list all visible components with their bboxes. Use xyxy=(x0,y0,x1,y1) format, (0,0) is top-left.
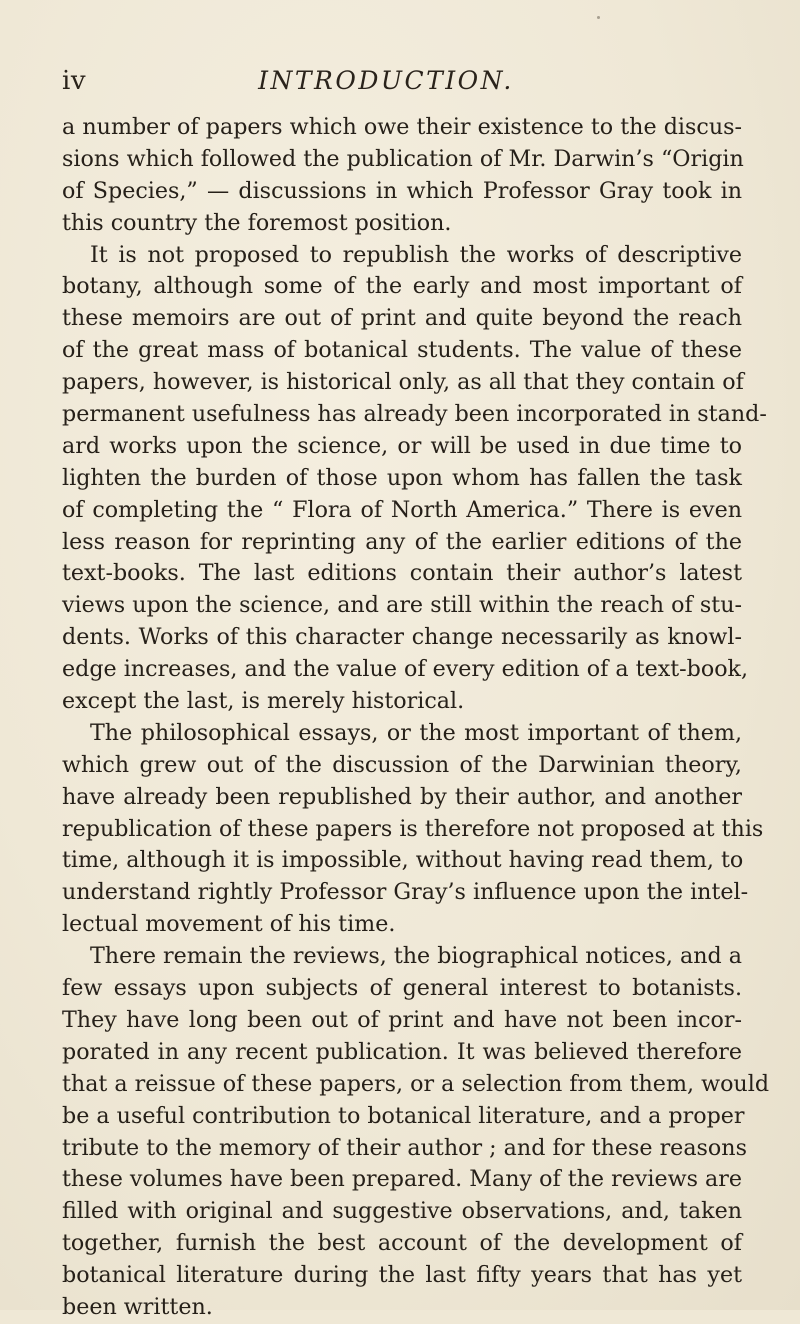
page-number: iv xyxy=(62,66,87,96)
text-line: been written. xyxy=(62,1293,213,1320)
text-line: less reason for reprinting any of the earlier editions of the xyxy=(62,528,742,555)
text-line: this country the foremost position. xyxy=(62,209,452,236)
text-line: botany, although some of the early and most important of xyxy=(62,273,742,300)
text-line: There remain the reviews, the biographical notices, and a xyxy=(90,943,743,970)
text-line: these volumes have been prepared. Many of the reviews are xyxy=(62,1166,742,1193)
text-line: views upon the science, and are still within the reach of stu- xyxy=(62,592,742,619)
text-line: permanent usefulness has already been incorporated in stand- xyxy=(62,401,767,428)
text-line: edge increases, and the value of every edition of a text-book, xyxy=(62,656,749,683)
body-text xyxy=(62,112,770,1324)
text-line: understand rightly Professor Gray’s influence upon the intel- xyxy=(62,879,749,906)
text-line: dents. Works of this character change necessarily as knowl- xyxy=(62,624,742,651)
text-line: which grew out of the discussion of the Darwinian theory, xyxy=(62,751,742,778)
text-line: of Species,” — discussions in which Professor Gray took in xyxy=(62,177,742,204)
text-line: papers, however, is historical only, as all that they contain of xyxy=(62,369,744,396)
text-line: They have long been out of print and have not been incor- xyxy=(62,1006,742,1033)
text-line: few essays upon subjects of general interest to botanists. xyxy=(62,975,742,1002)
text-line: porated in any recent publication. It was believed therefore xyxy=(62,1038,742,1065)
text-line: The philosophical essays, or the most important of them, xyxy=(90,719,742,746)
text-line: be a useful contribution to botanical literature, and a proper xyxy=(62,1102,745,1129)
text-line: together, furnish the best account of the development of xyxy=(62,1230,742,1257)
text-line: tribute to the memory of their author ; and for these reasons xyxy=(62,1134,747,1161)
text-line: text-books. The last editions contain their author’s latest xyxy=(62,560,742,587)
text-line: that a reissue of these papers, or a selection from them, would xyxy=(62,1070,770,1097)
text-line: lectual movement of his time. xyxy=(62,911,396,938)
text-line: have already been republished by their author, and another xyxy=(62,783,742,810)
text-line: of the great mass of botanical students. The value of these xyxy=(62,337,742,364)
text-line: of completing the “ Flora of North America.” There is even xyxy=(62,496,742,523)
text-line: sions which followed the publication of Mr. Darwin’s “Origin xyxy=(62,145,744,172)
paper-speck xyxy=(597,16,600,19)
text-line: time, although it is impossible, without having read them, to xyxy=(62,847,744,874)
text-line: except the last, is merely historical. xyxy=(62,688,465,715)
text-line: lighten the burden of those upon whom has fallen the task xyxy=(62,464,742,491)
text-line: ard works upon the science, or will be used in due time to xyxy=(62,432,742,459)
text-line: It is not proposed to republish the works of descriptive xyxy=(90,241,742,268)
text-line: republication of these papers is therefore not proposed at this xyxy=(62,815,764,842)
running-head: INTRODUCTION. xyxy=(258,66,514,95)
page-header xyxy=(62,66,698,102)
text-line: filled with original and suggestive observations, and, taken xyxy=(62,1198,742,1225)
text-line: a number of papers which owe their existence to the discus- xyxy=(62,114,742,140)
text-line: botanical literature during the last fifty years that has yet xyxy=(62,1262,742,1289)
text-line: these memoirs are out of print and quite beyond the reach xyxy=(62,305,742,332)
